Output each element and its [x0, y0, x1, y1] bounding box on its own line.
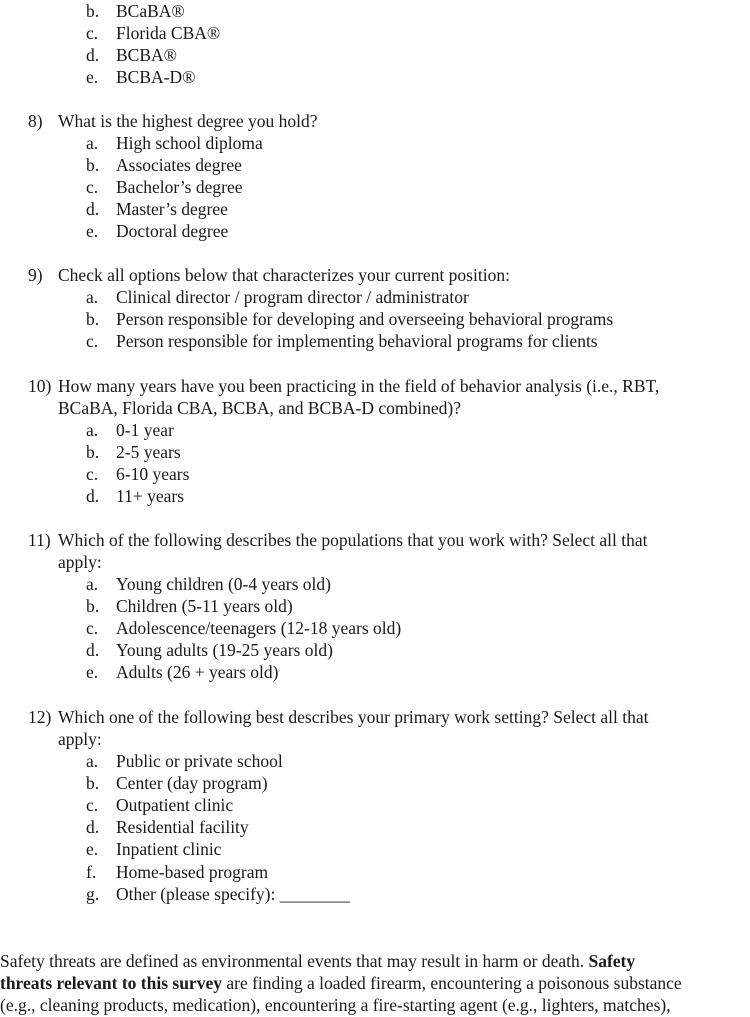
option-text: 11+ years: [116, 486, 185, 506]
option-letter: c.: [86, 795, 99, 815]
option-letter: d.: [86, 640, 100, 660]
question-number: 9): [28, 265, 43, 285]
option-letter: b.: [86, 773, 100, 793]
option-text: Adults (26 + years old): [116, 662, 279, 682]
option-letter: e.: [86, 839, 99, 859]
paragraph-bold-text: Safety: [588, 951, 636, 971]
paragraph-line: [0, 994, 750, 1016]
option-text: Residential facility: [116, 817, 249, 837]
option-text: 2-5 years: [116, 442, 181, 462]
option-text: Young children (0-4 years old): [116, 574, 331, 594]
option-text: Florida CBA®: [116, 23, 221, 43]
option-letter: a.: [86, 751, 99, 771]
question-number: 8): [28, 111, 43, 131]
paragraph-text: are finding a loaded firearm, encountering a poisonous substance: [221, 973, 682, 993]
option-text: BCaBA®: [116, 1, 185, 21]
option-letter: c.: [86, 464, 99, 484]
question-text: apply:: [58, 729, 102, 749]
question-text: apply:: [58, 552, 102, 572]
question-number: 10): [28, 376, 52, 396]
question-text: Which of the following describes the populations that you work with? Select all that: [58, 530, 648, 550]
option-text: Adolescence/teenagers (12-18 years old): [116, 618, 402, 638]
option-text: Home-based program: [116, 862, 269, 882]
option-letter: d.: [86, 199, 100, 219]
option-letter: c.: [86, 177, 99, 197]
option-text: BCBA-D®: [116, 67, 196, 87]
option-letter: b.: [86, 596, 100, 616]
question-text: How many years have you been practicing in the field of behavior analysis (i.e., RBT,: [58, 376, 660, 396]
paragraph-text: (e.g., cleaning products, medication), encountering a fire-starting agent (e.g., lighters, matches),: [0, 995, 671, 1015]
option-text: Outpatient clinic: [116, 795, 234, 815]
option-text: 6-10 years: [116, 464, 190, 484]
option-text: 0-1 year: [116, 420, 174, 440]
option-letter: d.: [86, 45, 100, 65]
question-text: Which one of the following best describes your primary work setting? Select all that: [58, 707, 649, 727]
option-letter: b.: [86, 309, 100, 329]
option-text: Bachelor’s degree: [116, 177, 243, 197]
option-text: Person responsible for implementing behavioral programs for clients: [116, 331, 598, 351]
paragraph-line: [0, 972, 750, 994]
option-letter: g.: [86, 884, 100, 904]
option-text: Other (please specify): ________: [116, 884, 350, 904]
option-letter: a.: [86, 420, 99, 440]
option-text: Master’s degree: [116, 199, 228, 219]
option-text: Children (5-11 years old): [116, 596, 293, 616]
question-text: Check all options below that characterizes your current position:: [58, 265, 510, 285]
option-letter: d.: [86, 817, 100, 837]
option-letter: e.: [86, 662, 99, 682]
option-text: High school diploma: [116, 133, 263, 153]
option-text: Public or private school: [116, 751, 283, 771]
option-letter: c.: [86, 618, 99, 638]
option-text: Center (day program): [116, 773, 268, 793]
option-letter: a.: [86, 287, 99, 307]
question-number: 11): [28, 530, 51, 550]
option-letter: c.: [86, 331, 99, 351]
option-letter: b.: [86, 1, 100, 21]
option-letter: a.: [86, 574, 99, 594]
option-text: Associates degree: [116, 155, 242, 175]
option-letter: f.: [86, 862, 97, 882]
paragraph-text: Safety threats are defined as environmental events that may result in harm or death.: [0, 951, 589, 971]
option-text: Doctoral degree: [116, 221, 229, 241]
option-text: Clinical director / program director / administrator: [116, 287, 469, 307]
option-text: Person responsible for developing and overseeing behavioral programs: [116, 309, 614, 329]
option-letter: b.: [86, 442, 100, 462]
paragraph-bold-text: threats relevant to this survey: [0, 973, 222, 993]
option-letter: e.: [86, 67, 99, 87]
option-letter: d.: [86, 486, 100, 506]
paragraph-line: [0, 950, 750, 972]
option-text: BCBA®: [116, 45, 177, 65]
question-number: 12): [28, 707, 52, 727]
option-text: Young adults (19-25 years old): [116, 640, 333, 660]
option-letter: c.: [86, 23, 99, 43]
option-letter: e.: [86, 221, 99, 241]
option-letter: b.: [86, 155, 100, 175]
option-text: Inpatient clinic: [116, 839, 222, 859]
option-letter: a.: [86, 133, 99, 153]
question-text: BCaBA, Florida CBA, BCBA, and BCBA-D combined)?: [58, 398, 461, 418]
question-text: What is the highest degree you hold?: [58, 111, 318, 131]
